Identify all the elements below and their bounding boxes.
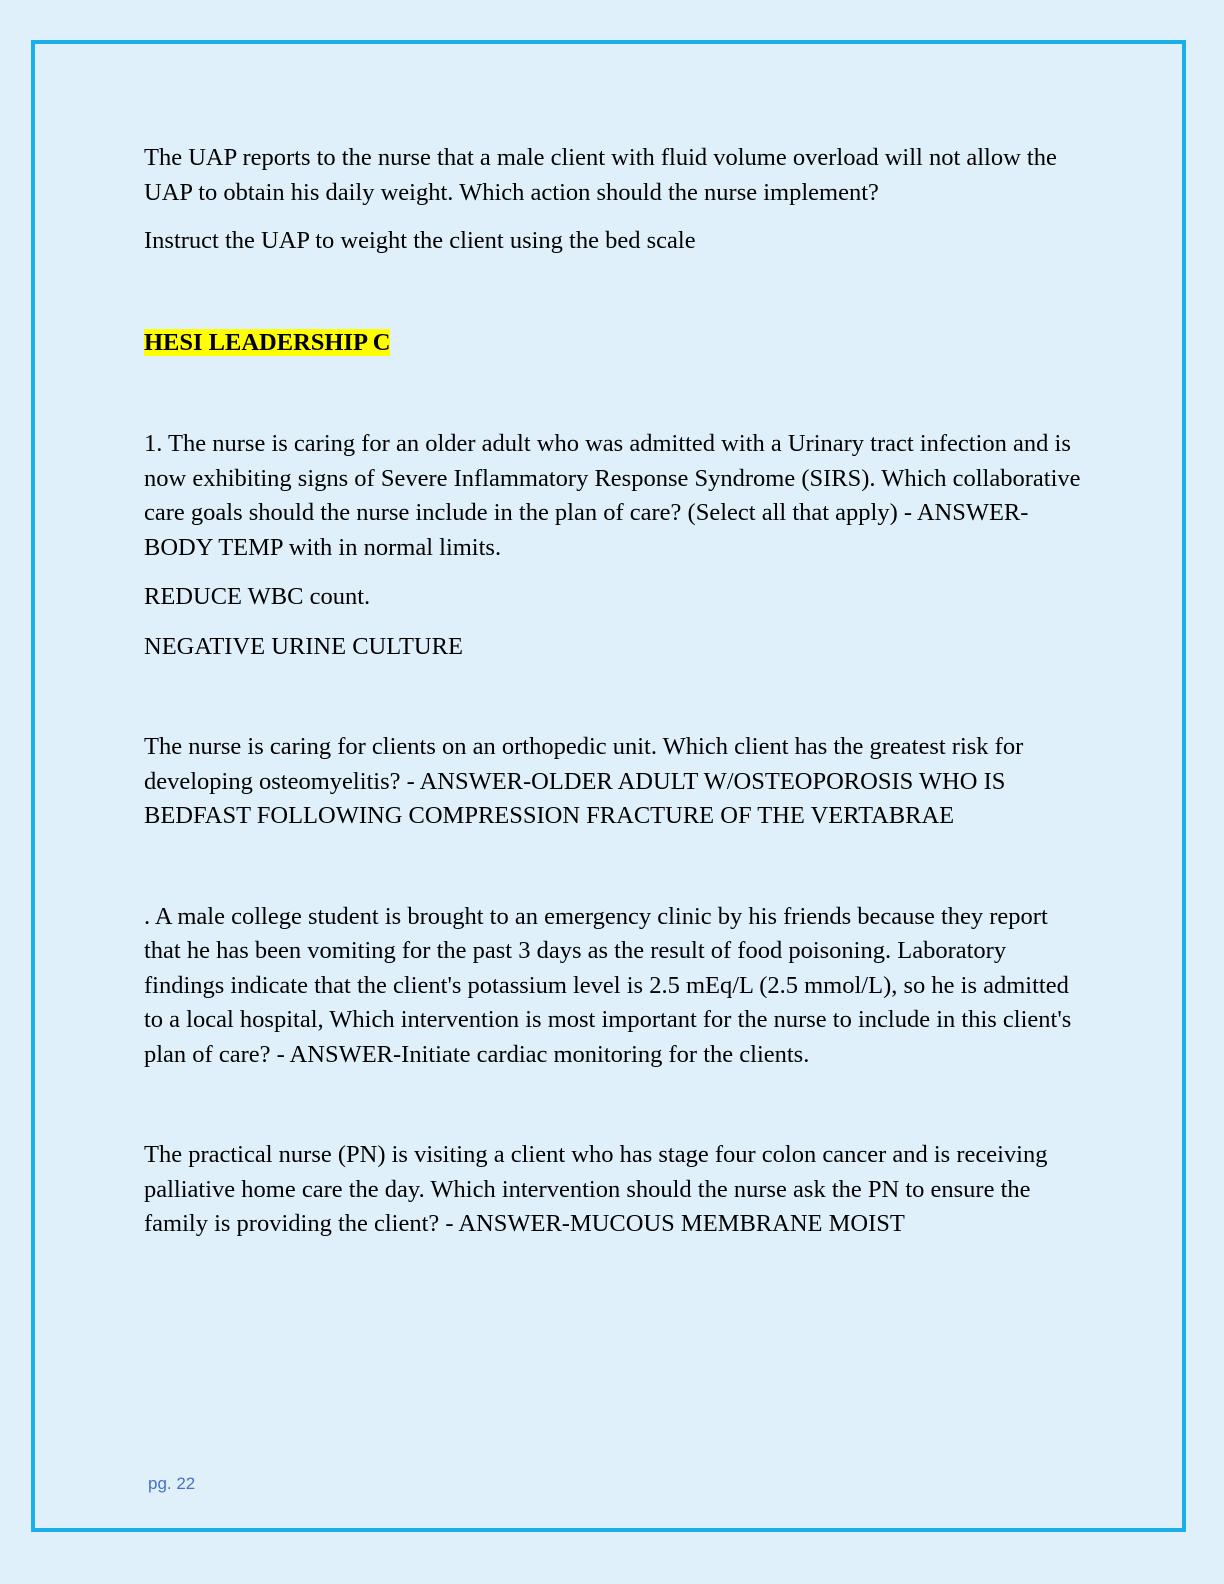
potassium-question: . A male college student is brought to an emergency clinic by his friends because they report that he has been vomiting for the past 3 days as the result of food poisoning. Laboratory findings indicate that the client's potassium level is 2.5 mEq/L (2.5 mmol/L), so he is admitted to a local hospital, Which intervention is most important for the nurse to include in this client's plan of care? - ANSWER-Initiate cardiac monitoring for the clients. [144, 902, 1072, 1068]
osteomyelitis-question: The nurse is caring for clients on an orthopedic unit. Which client has the greatest risk for developing osteomyelitis? - ANSWER-OLDER ADULT W/OSTEOPOROSIS WHO IS BEDFAST FOLLOWING COMPRESSION FRACTURE OF THE VERTABRAE [144, 733, 1024, 829]
page-number: pg. 22 [148, 1474, 196, 1493]
uap-question: The UAP reports to the nurse that a male client with fluid volume overload will not allow the UAP to obtain his daily weight. Which action should the nurse implement? [144, 144, 1057, 206]
section-heading-text: HESI LEADERSHIP C [144, 328, 391, 356]
document-body [144, 141, 1084, 1242]
palliative-question: The practical nurse (PN) is visiting a client who has stage four colon cancer and is receiving palliative home care the day. Which intervention should the nurse ask the PN to ensure the family is providing the client? - ANSWER-MUCOUS MEMBRANE MOIST [144, 1141, 1048, 1237]
sirs-question: 1. The nurse is caring for an older adult who was admitted with a Urinary tract infection and is now exhibiting signs of Severe Inflammatory Response Syndrome (SIRS). Which collaborative care goals should the nurse include in the plan of care? (Select all that apply) - ANSWER-BODY TEMP with in normal limits. [144, 430, 1081, 561]
sirs-answer-urine: NEGATIVE URINE CULTURE [144, 632, 463, 660]
section-heading [144, 326, 1084, 361]
uap-answer: Instruct the UAP to weight the client using the bed scale [144, 227, 696, 254]
sirs-answer-wbc: REDUCE WBC count. [144, 583, 371, 610]
